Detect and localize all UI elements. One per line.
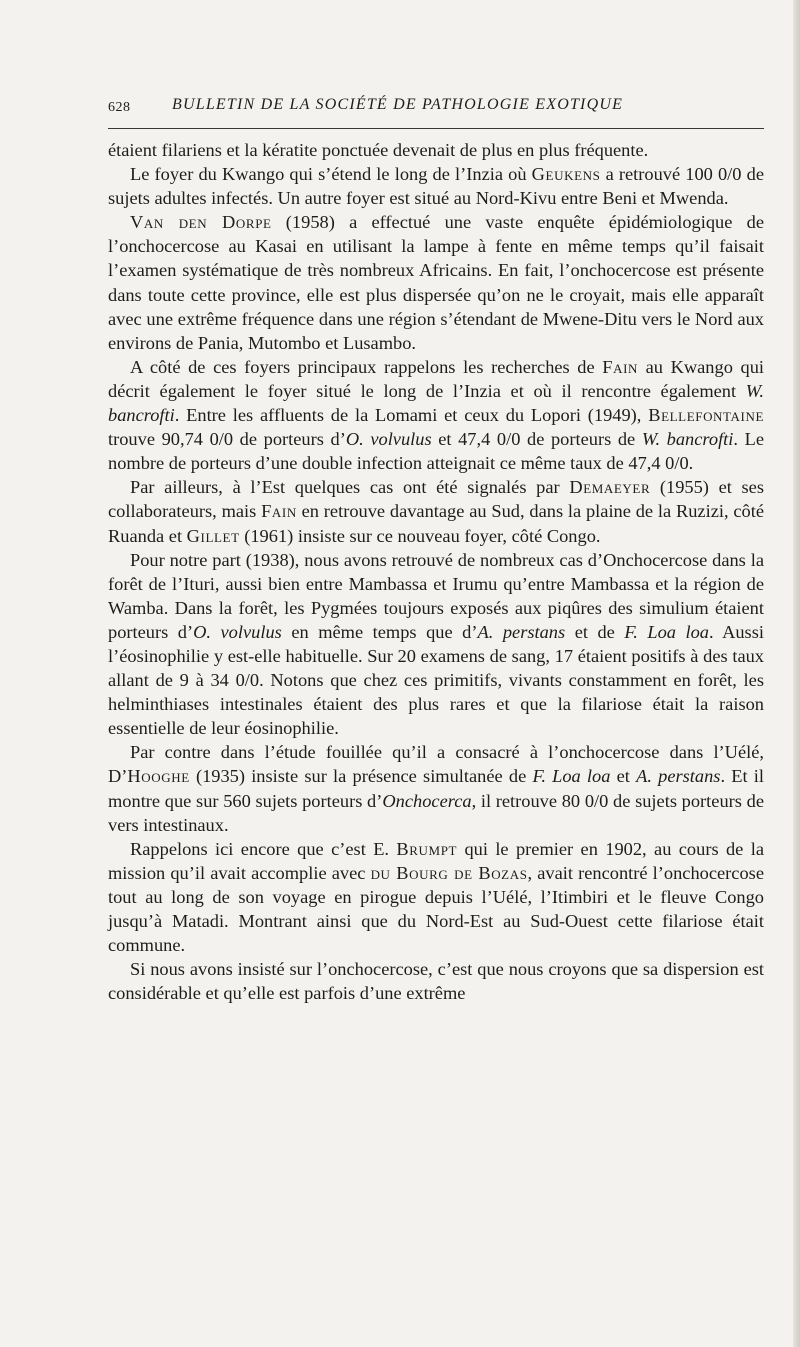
text-run: , avait rencontré l’onchocercose tout au long de son voyage en pirogue depuis l’Uélé, l’Itimbiri et le fleuve Congo jusqu’à Matadi. Montrant ainsi que du Nord-Est au Sud-Ouest cette filariose était commune. xyxy=(108,862,764,956)
text-run: et de xyxy=(565,621,625,642)
text-run: en retrouve davantage au Sud, dans la plaine de la Ruzizi, côté Ruanda et xyxy=(108,501,764,546)
paragraph xyxy=(108,138,764,162)
author-name: Fain xyxy=(602,356,639,377)
italic-term: A. perstans xyxy=(636,766,721,787)
paragraph xyxy=(108,162,764,210)
text-run: trouve 90,74 0/0 de porteurs d’ xyxy=(108,429,346,450)
text-run: (1958) a effectué une vaste enquête épidémiologique de l’onchocercose au Kasai en utilisant la lampe à fente en même temps qu’il faisait l’examen systématique de très nombreux Africains. En fait, l’onchocercose est présente dans toute cette province, elle est plus dispersée qu’on ne le croyait, mais elle apparaît avec une extrême fréquence dans une région s’étendant de Mwene-Ditu vers le Nord aux environs de Pania, Mutombo et Lusambo. xyxy=(108,212,764,353)
page-header xyxy=(108,96,764,120)
paragraph xyxy=(108,548,764,741)
text-run: étaient filariens et la kératite ponctuée devenait de plus en plus fréquente. xyxy=(108,140,649,160)
text-run: , il retrouve 80 0/0 de sujets porteurs de vers intestinaux. xyxy=(108,790,764,835)
author-name: Fain xyxy=(261,501,297,522)
text-run: qui le premier en 1902, au cours de la mission qu’il avait accomplie avec xyxy=(108,838,764,883)
text-run: (1935) insiste sur la présence simultanée de xyxy=(189,766,533,787)
text-run: Par contre dans l’étude fouillée qu’il a consacré à l’onchocercose dans l’Uélé, D’ xyxy=(108,742,764,787)
paragraph xyxy=(108,740,764,836)
text-run: A côté de ces foyers principaux rappelons les recherches de xyxy=(130,356,603,377)
text-run: . Entre les affluents de la Lomami et ceux du Lopori (1949), xyxy=(174,405,649,426)
page-edge-shadow xyxy=(793,0,800,1347)
author-name: Gillet xyxy=(186,525,240,546)
italic-term: O. volvulus xyxy=(345,429,432,450)
text-run: . Et il montre que sur 560 sujets porteurs d’ xyxy=(108,766,764,811)
paragraph xyxy=(108,210,764,355)
text-run: a retrouvé 100 0/0 de sujets adultes infectés. Un autre foyer est situé au Nord-Kivu entre Beni et Mwenda. xyxy=(108,164,764,209)
italic-term: O. volvulus xyxy=(193,621,282,642)
text-run: Rappelons ici encore que c’est E. xyxy=(130,838,397,859)
text-run: Le foyer du Kwango qui s’étend le long de l’Inzia où xyxy=(130,164,532,185)
article-body xyxy=(108,138,764,1005)
text-run: (1961) insiste sur ce nouveau foyer, côté Congo. xyxy=(239,525,601,546)
paragraph xyxy=(108,837,764,957)
text-run: . Le nombre de porteurs d’une double infection atteignait ce même taux de 47,4 0/0. xyxy=(108,429,765,474)
paragraph xyxy=(108,355,764,475)
italic-term: A. perstans xyxy=(477,621,566,642)
text-run: (1955) et ses collaborateurs, mais xyxy=(108,477,765,522)
text-run: au Kwango qui décrit également le foyer situé le long de l’Inzia et où il rencontre également xyxy=(108,356,764,401)
italic-term: W. bancrofti xyxy=(108,380,764,426)
italic-term: Onchocerca xyxy=(382,790,472,811)
paragraph xyxy=(108,957,764,1005)
text-run: Pour notre part (1938), nous avons retrouvé de nombreux cas d’Onchocercose dans la forêt de l’Ituri, aussi bien entre Mambassa et Irumu qu’entre Mambassa et la région de Wamba. Dans la forêt, les Pygmées toujours exposés aux piqûres des simulium étaient porteurs d’ xyxy=(108,549,764,642)
author-name: Geukens xyxy=(531,164,601,185)
text-run: Si nous avons insisté sur l’onchocercose, c’est que nous croyons que sa dispersion est considérable et qu’elle est parfois d’une extrême xyxy=(108,959,764,1004)
author-name: Hooghe xyxy=(127,766,190,787)
paragraph xyxy=(108,475,764,547)
text-run: et xyxy=(610,766,637,787)
text-run: . Aussi l’éosinophilie y est-elle habituelle. Sur 20 examens de sang, 17 étaient positifs à des taux allant de 9 à 34 0/0. Notons que chez ces primitifs, vivants constamment en forêt, les helminthiases intestinales étaient des plus rares et que la filariose était la raison essentielle de leur éosinophilie. xyxy=(108,621,764,739)
running-title: BULLETIN DE LA SOCIÉTÉ DE PATHOLOGIE EXOTIQUE xyxy=(172,96,624,113)
text-run: en même temps que d’ xyxy=(281,621,478,642)
italic-term: W. bancrofti xyxy=(641,429,734,450)
author-name: Van den Dorpe xyxy=(130,212,272,233)
author-name: du Bourg de Bozas xyxy=(370,862,528,883)
author-name: Demaeyer xyxy=(569,477,651,498)
author-name: Brumpt xyxy=(396,838,458,859)
text-run: et 47,4 0/0 de porteurs de xyxy=(431,429,642,450)
italic-term: F. Loa loa xyxy=(532,766,611,787)
header-rule xyxy=(108,128,764,129)
italic-term: F. Loa loa xyxy=(624,621,709,642)
page-number: 628 xyxy=(108,100,131,115)
author-name: Bellefontaine xyxy=(648,405,764,426)
text-run: Par ailleurs, à l’Est quelques cas ont été signalés par xyxy=(130,477,570,498)
